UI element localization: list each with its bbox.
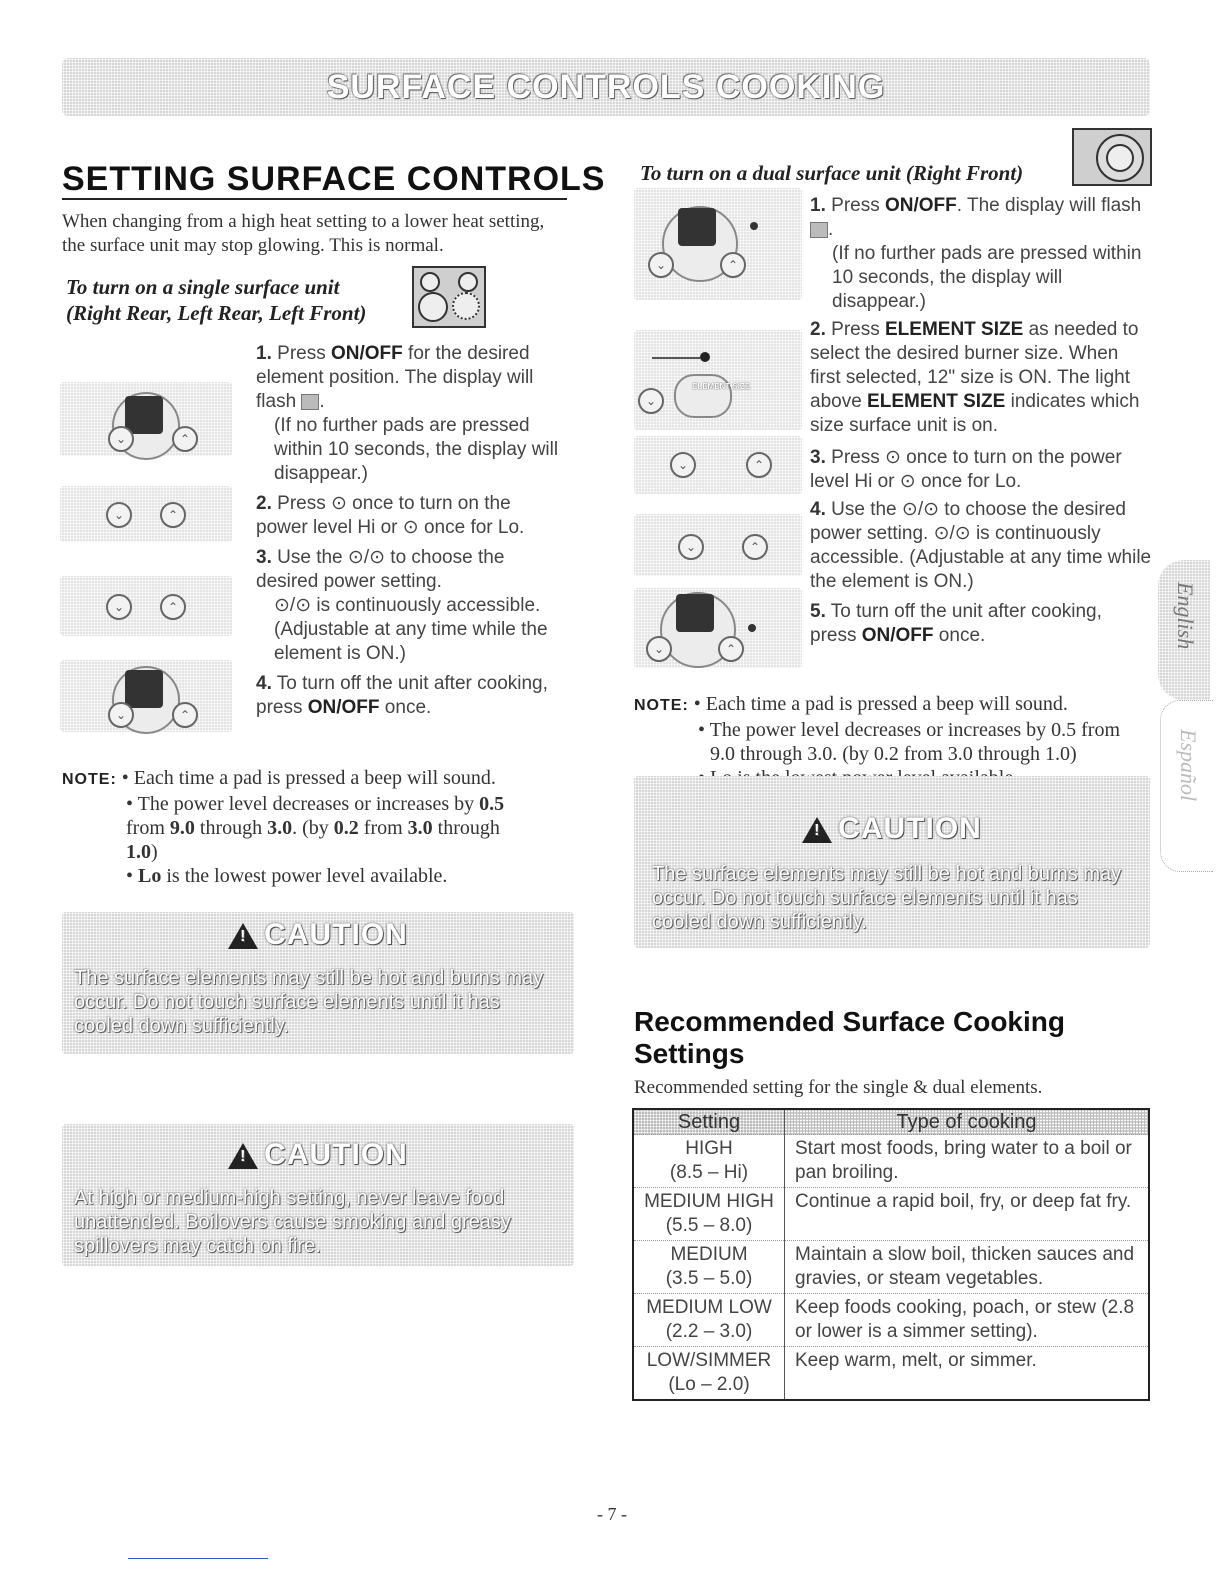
up-down-pad-image: ⌄ ⌃: [634, 514, 802, 576]
right-step-5: 5. To turn off the unit after cooking, press ON/OFF once.: [810, 601, 1102, 646]
up-down-pad-image: ⌄ ⌃: [634, 436, 802, 494]
right-step-4: 4. Use the ⊙/⊙ to choose the desired power setting. ⊙/⊙ is continuously accessible. (Adjustable at any time while the element is ON.): [810, 499, 1152, 592]
caution-text: The surface elements may still be hot and burns may occur. Do not touch surface elements until it has cooled down sufficiently.: [74, 967, 544, 1037]
language-tab-espanol[interactable]: Español: [1160, 700, 1213, 872]
caution-text: At high or medium-high setting, never leave food unattended. Boilovers cause smoking and greasy spillovers may catch on fire.: [74, 1187, 511, 1257]
flash-display-icon: [301, 394, 319, 410]
flash-display-icon: [810, 222, 828, 238]
table-row: MEDIUM (3.5 – 5.0) Maintain a slow boil, thicken sauces and gravies, or steam vegetables.: [634, 1241, 1148, 1294]
page-number: - 7 -: [597, 1504, 627, 1524]
language-tab-english[interactable]: English: [1158, 560, 1210, 700]
warning-icon: !: [228, 923, 258, 949]
right-step-3: 3. Press ⊙ once to turn on the power level Hi or ⊙ once for Lo.: [810, 447, 1122, 492]
single-burner-diagram-icon: [412, 266, 486, 328]
page-title: SURFACE CONTROLS COOKING: [326, 68, 886, 106]
table-row: MEDIUM HIGH (5.5 – 8.0) Continue a rapid boil, fry, or deep fat fry.: [634, 1188, 1148, 1241]
dual-burner-diagram-icon: [1072, 128, 1152, 186]
warning-icon: !: [228, 1143, 258, 1169]
table-row: LOW/SIMMER (Lo – 2.0) Keep warm, melt, or simmer.: [634, 1347, 1148, 1400]
dual-unit-subheading: To turn on a dual surface unit (Right Front): [640, 161, 1024, 185]
settings-table: [632, 1108, 1150, 1401]
left-step-4: 4. To turn off the unit after cooking, press ON/OFF once.: [256, 673, 548, 718]
on-off-pad-image: ⌄ ⌃: [634, 188, 802, 300]
left-step-1: 1. Press ON/OFF for the desired element position. The display will flash . (If no further pads are pressed within 10 seconds, the display will disappear.): [256, 343, 559, 484]
element-size-pad-image: ELEMENT SIZE ⌄: [634, 330, 802, 430]
right-note: NOTE: • Each time a pad is pressed a beep will sound. • The power level decreases or increases by 0.5 from 9.0 through 3.0. (by 0.2 from 3.0 through 1.0): [634, 693, 1121, 765]
caution-title: ! CAUTION: [62, 918, 574, 952]
table-row: MEDIUM LOW (2.2 – 3.0) Keep foods cooking, poach, or stew (2.8 or lower is a simmer setting).: [634, 1294, 1148, 1347]
up-down-pad-image: ⌄ ⌃: [60, 486, 232, 542]
right-step-1: 1. Press ON/OFF. The display will flash . (If no further pads are pressed within 10 seconds, the display will disappear.): [810, 195, 1142, 312]
on-off-pad-image: ⌄ ⌃: [60, 382, 232, 456]
section-heading: SETTING SURFACE CONTROLS: [62, 160, 606, 198]
caution-text: The surface elements may still be hot and burns may occur. Do not touch surface elements until it has cooled down sufficiently.: [652, 863, 1122, 933]
footer-rule: [128, 1558, 268, 1559]
recommended-heading: Recommended Surface Cooking Settings: [634, 1006, 1065, 1069]
right-step-2: 2. Press ELEMENT SIZE as needed to select the desired burner size. When first selected, 12" size is ON. The light above ELEMENT SIZE indicates which size surface unit is on.: [810, 319, 1140, 436]
table-header-row: Setting Type of cooking: [634, 1110, 1148, 1135]
left-step-2: 2. Press ⊙ once to turn on the power level Hi or ⊙ once for Lo.: [256, 493, 525, 538]
single-unit-subheading: To turn on a single surface unit (Right Rear, Left Rear, Left Front): [66, 275, 367, 325]
heading-rule: [62, 198, 567, 200]
on-off-pad-image: ⌄ ⌃: [60, 660, 232, 732]
caution-title: ! CAUTION: [634, 812, 1150, 846]
caution-title: ! CAUTION: [62, 1138, 574, 1172]
up-down-pad-image: ⌄ ⌃: [60, 576, 232, 636]
left-note: NOTE: • Each time a pad is pressed a beep will sound. • The power level decreases or increases by 0.5 from 9.0 through 3.0. (by 0.2 from 3.0 through 1.0) • Lo is the lowest power level available.: [62, 767, 505, 887]
intro-text: When changing from a high heat setting to a lower heat setting, the surface unit may stop glowing. This is normal.: [62, 211, 545, 256]
left-step-3: 3. Use the ⊙/⊙ to choose the desired power setting. ⊙/⊙ is continuously accessible. (Adjustable at any time while the element is ON.): [256, 547, 548, 664]
table-row: HIGH (8.5 – Hi) Start most foods, bring water to a boil or pan broiling.: [634, 1135, 1148, 1188]
on-off-pad-image: ⌄ ⌃: [634, 588, 802, 668]
recommended-intro: Recommended setting for the single & dual elements.: [634, 1077, 1043, 1098]
warning-icon: !: [802, 817, 832, 843]
